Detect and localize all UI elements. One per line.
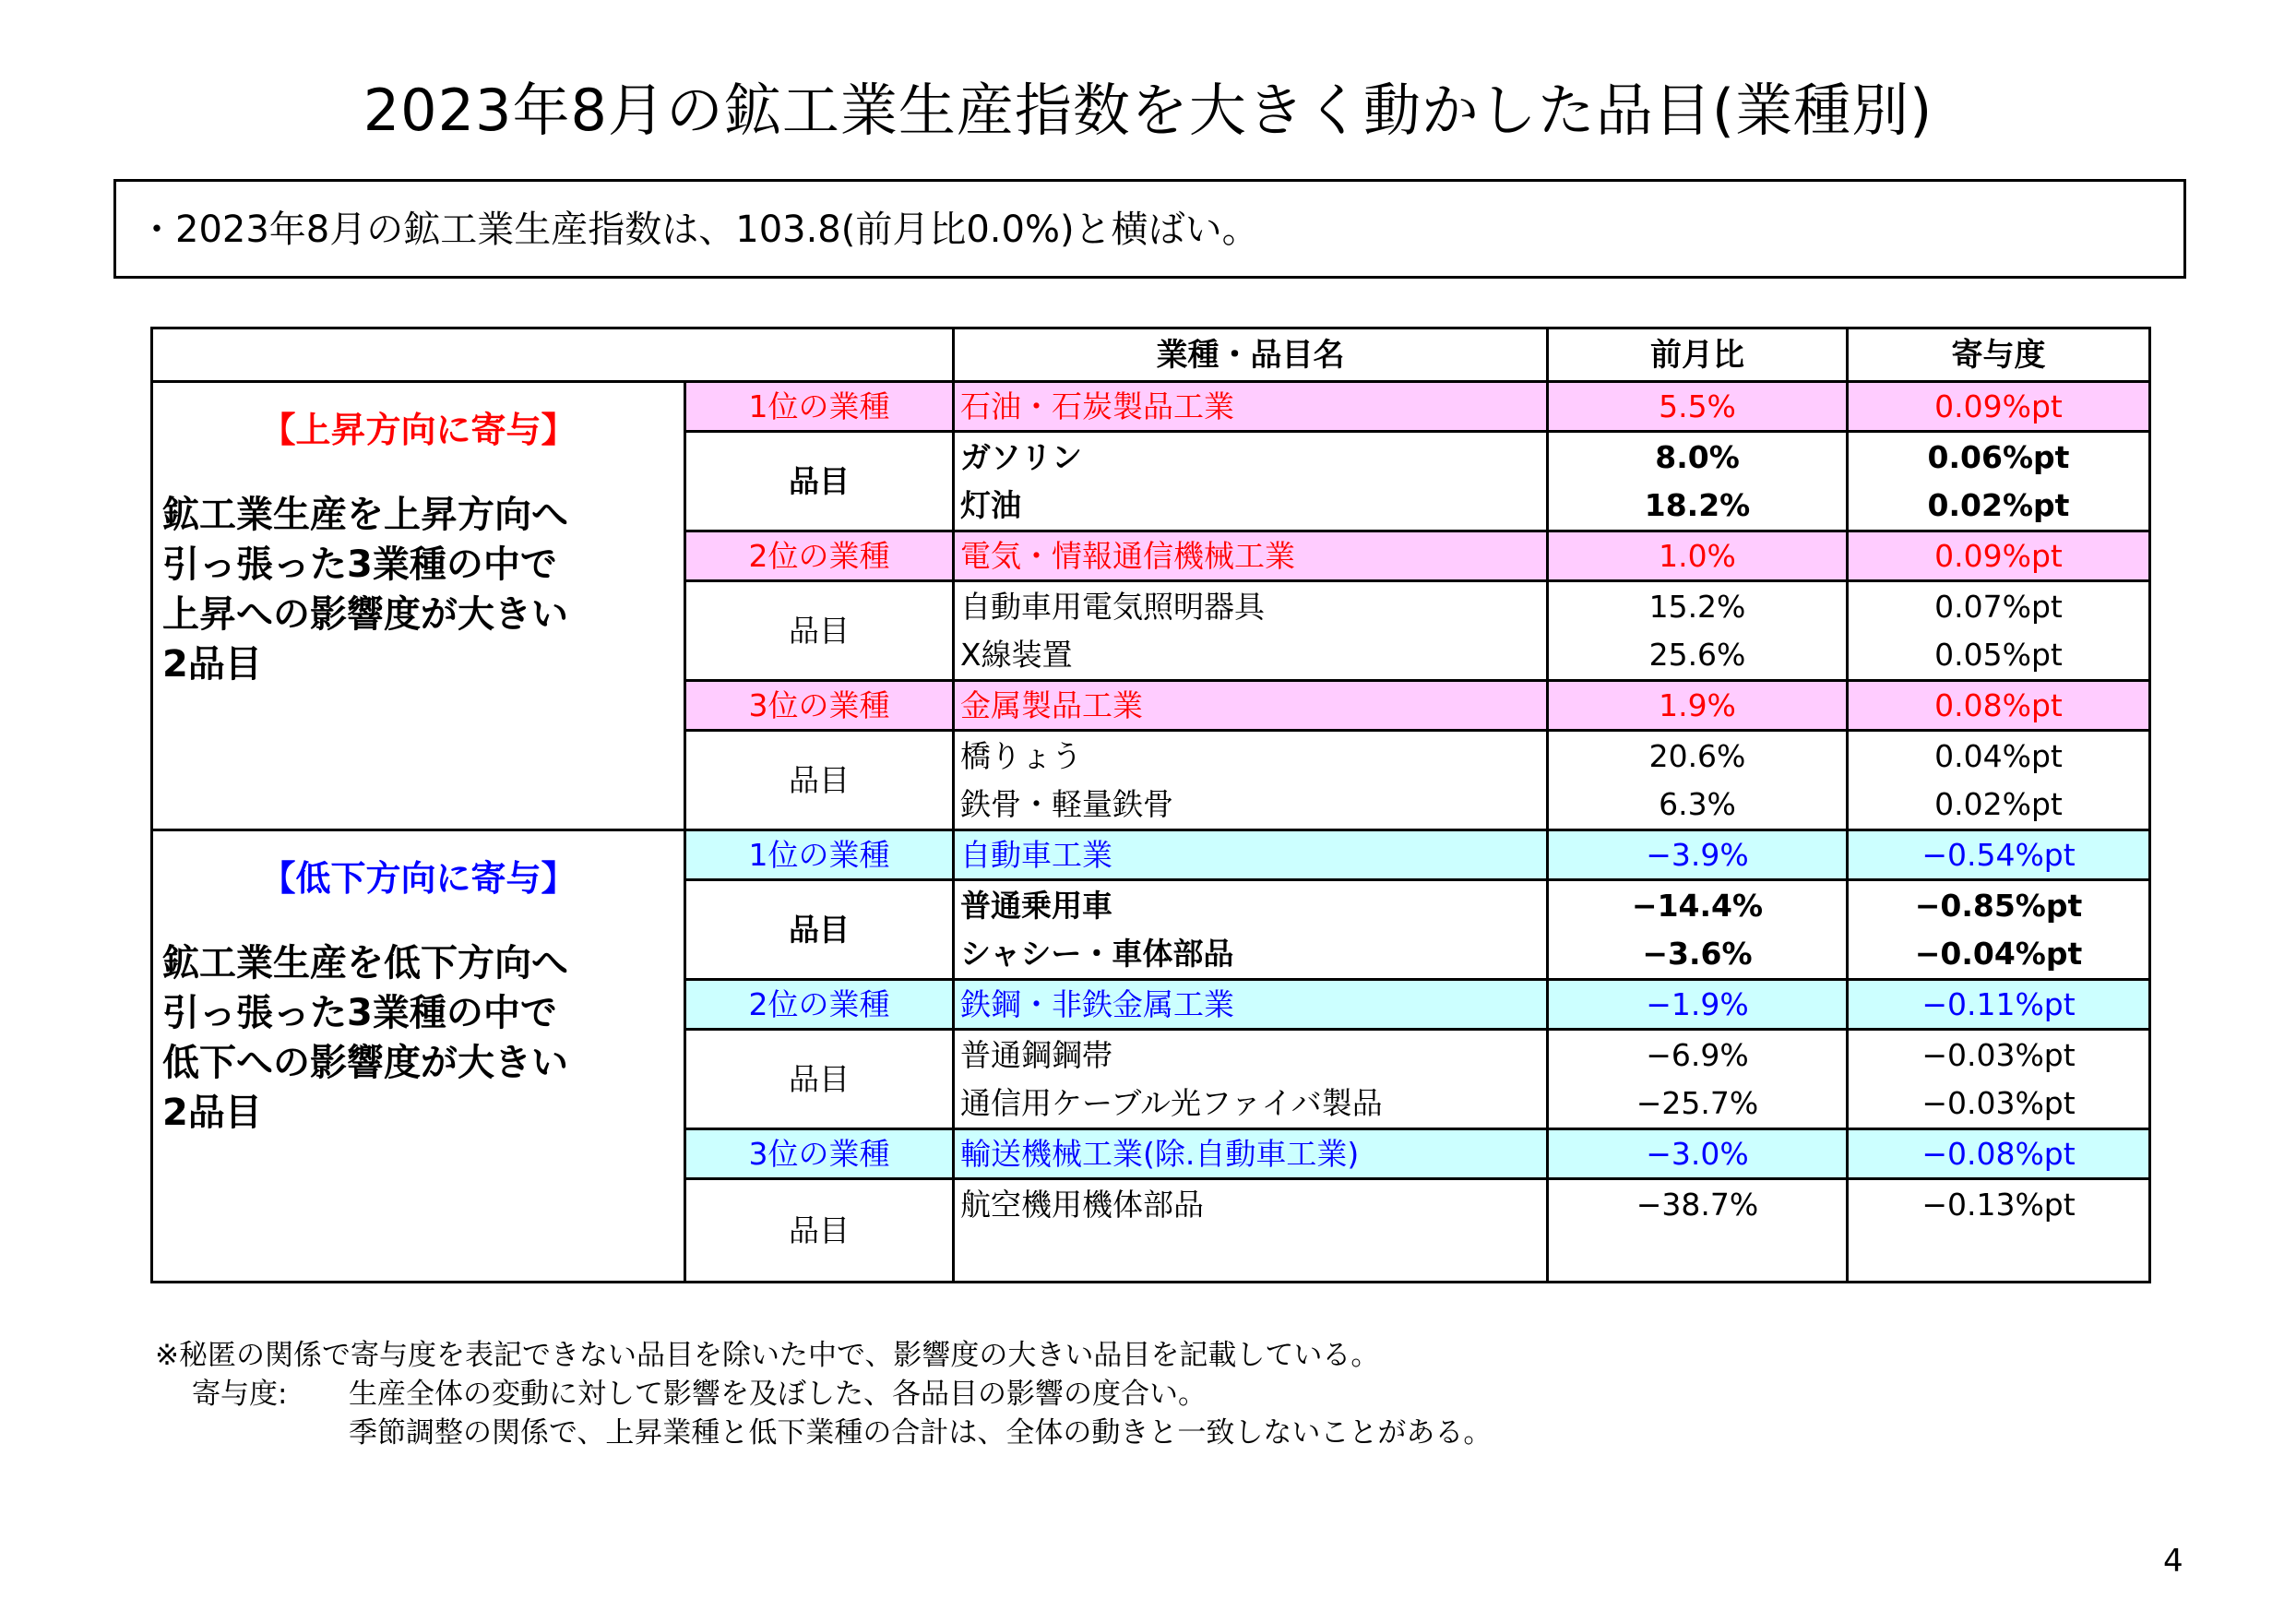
- items-label: 品目: [685, 880, 954, 980]
- up-description-line: 鉱工業生産を上昇方向へ: [162, 494, 568, 536]
- item-contrib: 0.07%pt: [1848, 581, 2150, 631]
- item-mom: −38.7%: [1548, 1179, 1848, 1283]
- item-contrib: −0.13%pt: [1848, 1179, 2150, 1283]
- footnote-line: 生産全体の変動に対して影響を及ぼした、各品目の影響の度合い。: [349, 1378, 1207, 1411]
- down-description: [162, 938, 684, 1138]
- footnote-continuation: [155, 1414, 1492, 1452]
- industry-name: 金属製品工業: [954, 681, 1548, 731]
- footnote-line: 季節調整の関係で、上昇業種と低下業種の合計は、全体の動きと一致しないことがある。: [349, 1416, 1493, 1450]
- industry-contrib: −0.11%pt: [1848, 980, 2150, 1030]
- down-description-line: 鉱工業生産を低下方向へ: [162, 942, 568, 985]
- footnotes: [155, 1336, 1492, 1452]
- industry-rank: 1位の業種: [685, 830, 954, 880]
- industry-rank: 2位の業種: [685, 980, 954, 1030]
- page-number: 4: [2163, 1543, 2183, 1580]
- item-contrib: 0.05%pt: [1848, 631, 2150, 681]
- items-label: 品目: [685, 1030, 954, 1129]
- item-contrib: 0.02%pt: [1848, 482, 2150, 531]
- item-name: 通信用ケーブル光ファイバ製品: [954, 1080, 1548, 1129]
- item-name: 鉄骨・軽量鉄骨: [954, 781, 1548, 830]
- up-panel: [152, 382, 685, 830]
- industry-contrib: 0.08%pt: [1848, 681, 2150, 731]
- down-heading: 【低下方向に寄与】: [260, 858, 577, 899]
- down-description-line: 2品目: [162, 1092, 262, 1134]
- item-name: 灯油: [954, 482, 1548, 531]
- item-name: ガソリン: [954, 432, 1548, 482]
- item-mom: −6.9%: [1548, 1030, 1848, 1080]
- item-mom: −3.6%: [1548, 930, 1848, 980]
- summary-box: [113, 179, 2186, 279]
- table-row: [152, 830, 2150, 880]
- item-mom: 18.2%: [1548, 482, 1848, 531]
- items-label: 品目: [685, 1179, 954, 1283]
- contribution-table: [150, 327, 2151, 1283]
- up-description: [162, 490, 684, 689]
- industry-name: 鉄鋼・非鉄金属工業: [954, 980, 1548, 1030]
- header-name: 業種・品目名: [954, 328, 1548, 382]
- summary-text: ・2023年8月の鉱工業生産指数は、103.8(前月比0.0%)と横ばい。: [138, 209, 1259, 251]
- industry-mom: 1.0%: [1548, 531, 1848, 581]
- up-description-line: 2品目: [162, 643, 262, 686]
- industry-mom: 1.9%: [1548, 681, 1848, 731]
- table-header-row: [152, 328, 2150, 382]
- page-title: 2023年8月の鉱工業生産指数を大きく動かした品目(業種別): [363, 77, 1933, 144]
- item-mom: −25.7%: [1548, 1080, 1848, 1129]
- industry-mom: −3.0%: [1548, 1129, 1848, 1179]
- table-row: [152, 382, 2150, 432]
- item-name: 橋りょう: [954, 731, 1548, 781]
- item-name: X線装置: [954, 631, 1548, 681]
- industry-rank: 3位の業種: [685, 681, 954, 731]
- items-label: 品目: [685, 432, 954, 531]
- item-name: 航空機用機体部品: [954, 1179, 1548, 1283]
- item-contrib: −0.03%pt: [1848, 1080, 2150, 1129]
- down-description-line: 引っ張った3業種の中で: [162, 992, 557, 1034]
- industry-rank: 2位の業種: [685, 531, 954, 581]
- industry-name: 電気・情報通信機械工業: [954, 531, 1548, 581]
- industry-mom: 5.5%: [1548, 382, 1848, 432]
- item-name: 自動車用電気照明器具: [954, 581, 1548, 631]
- item-name: 普通鋼鋼帯: [954, 1030, 1548, 1080]
- item-contrib: −0.85%pt: [1848, 880, 2150, 930]
- item-contrib: 0.04%pt: [1848, 731, 2150, 781]
- industry-contrib: −0.08%pt: [1848, 1129, 2150, 1179]
- down-panel: [152, 830, 685, 1283]
- industry-name: 石油・石炭製品工業: [954, 382, 1548, 432]
- industry-rank: 3位の業種: [685, 1129, 954, 1179]
- item-mom: 6.3%: [1548, 781, 1848, 830]
- footnote-line: ※秘匿の関係で寄与度を表記できない品目を除いた中で、影響度の大きい品目を記載している。: [155, 1339, 1380, 1372]
- item-mom: 15.2%: [1548, 581, 1848, 631]
- item-contrib: 0.06%pt: [1848, 432, 2150, 482]
- item-mom: 25.6%: [1548, 631, 1848, 681]
- item-name: 普通乗用車: [954, 880, 1548, 930]
- items-label: 品目: [685, 731, 954, 830]
- items-label: 品目: [685, 581, 954, 681]
- industry-mom: −1.9%: [1548, 980, 1848, 1030]
- industry-name: 自動車工業: [954, 830, 1548, 880]
- item-name: シャシー・車体部品: [954, 930, 1548, 980]
- footnote-label: 寄与度:: [192, 1378, 288, 1411]
- industry-contrib: −0.54%pt: [1848, 830, 2150, 880]
- down-description-line: 低下への影響度が大きい: [162, 1042, 568, 1084]
- industry-mom: −3.9%: [1548, 830, 1848, 880]
- item-contrib: 0.02%pt: [1848, 781, 2150, 830]
- item-mom: −14.4%: [1548, 880, 1848, 930]
- header-contrib: 寄与度: [1848, 328, 2150, 382]
- industry-contrib: 0.09%pt: [1848, 382, 2150, 432]
- industry-rank: 1位の業種: [685, 382, 954, 432]
- up-heading: 【上昇方向に寄与】: [260, 410, 577, 450]
- industry-name: 輸送機械工業(除.自動車工業): [954, 1129, 1548, 1179]
- header-mom: 前月比: [1548, 328, 1848, 382]
- up-description-line: 上昇への影響度が大きい: [162, 593, 568, 636]
- item-contrib: −0.03%pt: [1848, 1030, 2150, 1080]
- item-contrib: −0.04%pt: [1848, 930, 2150, 980]
- item-mom: 20.6%: [1548, 731, 1848, 781]
- header-blank-cell: [152, 328, 954, 382]
- up-description-line: 引っ張った3業種の中で: [162, 543, 557, 586]
- item-mom: 8.0%: [1548, 432, 1848, 482]
- footnote-definition: [155, 1375, 1492, 1414]
- industry-contrib: 0.09%pt: [1848, 531, 2150, 581]
